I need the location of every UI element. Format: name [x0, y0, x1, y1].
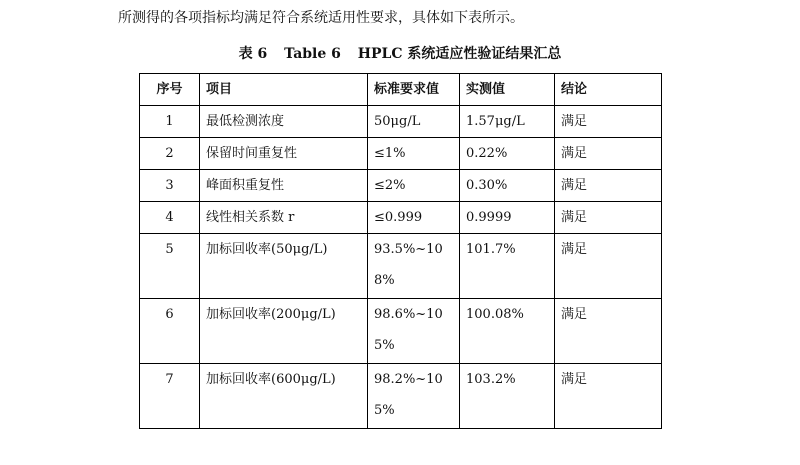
- cell-standard: [368, 234, 460, 299]
- header-no: 序号: [140, 74, 200, 106]
- cell-standard: ≤1%: [368, 138, 460, 170]
- table-row: [140, 202, 662, 234]
- cell-standard: 50μg/L: [368, 106, 460, 138]
- cell-no: 6: [140, 299, 200, 364]
- cell-no: 3: [140, 170, 200, 202]
- cell-standard: [368, 364, 460, 429]
- cell-standard-text: 98.6%~105%: [374, 307, 443, 353]
- cell-item: 加标回收率(600μg/L): [200, 364, 368, 429]
- caption-title: HPLC 系统适应性验证结果汇总: [357, 46, 562, 62]
- cell-conclusion: 满足: [555, 234, 662, 299]
- cell-measured: 0.22%: [460, 138, 555, 170]
- cell-no: 2: [140, 138, 200, 170]
- cell-measured: 0.30%: [460, 170, 555, 202]
- cell-standard: ≤0.999: [368, 202, 460, 234]
- cell-standard-text: 93.5%~108%: [374, 242, 443, 288]
- table-row: [140, 106, 662, 138]
- cell-measured: 100.08%: [460, 299, 555, 364]
- table-row: [140, 364, 662, 429]
- cell-item: 保留时间重复性: [200, 138, 368, 170]
- cell-measured: 101.7%: [460, 234, 555, 299]
- header-conclusion: 结论: [555, 74, 662, 106]
- cell-conclusion: 满足: [555, 364, 662, 429]
- cell-item: 最低检测浓度: [200, 106, 368, 138]
- cell-conclusion: 满足: [555, 170, 662, 202]
- cell-item: 加标回收率(200μg/L): [200, 299, 368, 364]
- cell-no: 5: [140, 234, 200, 299]
- cell-conclusion: 满足: [555, 138, 662, 170]
- cell-conclusion: 满足: [555, 299, 662, 364]
- caption-cn-label: 表 6: [238, 46, 268, 62]
- header-measured: 实测值: [460, 74, 555, 106]
- table-row: [140, 170, 662, 202]
- cell-measured: 103.2%: [460, 364, 555, 429]
- table-caption: [0, 44, 800, 64]
- intro-paragraph: 所测得的各项指标均满足符合系统适用性要求，具体如下表所示。: [118, 10, 524, 26]
- cell-item: 加标回收率(50μg/L): [200, 234, 368, 299]
- table-row: [140, 234, 662, 299]
- cell-measured: 0.9999: [460, 202, 555, 234]
- table-row: [140, 299, 662, 364]
- cell-no: 1: [140, 106, 200, 138]
- table-row: [140, 138, 662, 170]
- caption-en-label: Table 6: [284, 46, 341, 62]
- cell-conclusion: 满足: [555, 202, 662, 234]
- cell-conclusion: 满足: [555, 106, 662, 138]
- cell-no: 4: [140, 202, 200, 234]
- cell-no: 7: [140, 364, 200, 429]
- cell-standard: ≤2%: [368, 170, 460, 202]
- results-table: [139, 73, 662, 429]
- cell-item: 峰面积重复性: [200, 170, 368, 202]
- header-standard: 标准要求值: [368, 74, 460, 106]
- header-item: 项目: [200, 74, 368, 106]
- cell-measured: 1.57μg/L: [460, 106, 555, 138]
- cell-standard-text: 98.2%~105%: [374, 372, 443, 418]
- cell-item: 线性相关系数 r: [200, 202, 368, 234]
- cell-standard: [368, 299, 460, 364]
- table-header-row: [140, 74, 662, 106]
